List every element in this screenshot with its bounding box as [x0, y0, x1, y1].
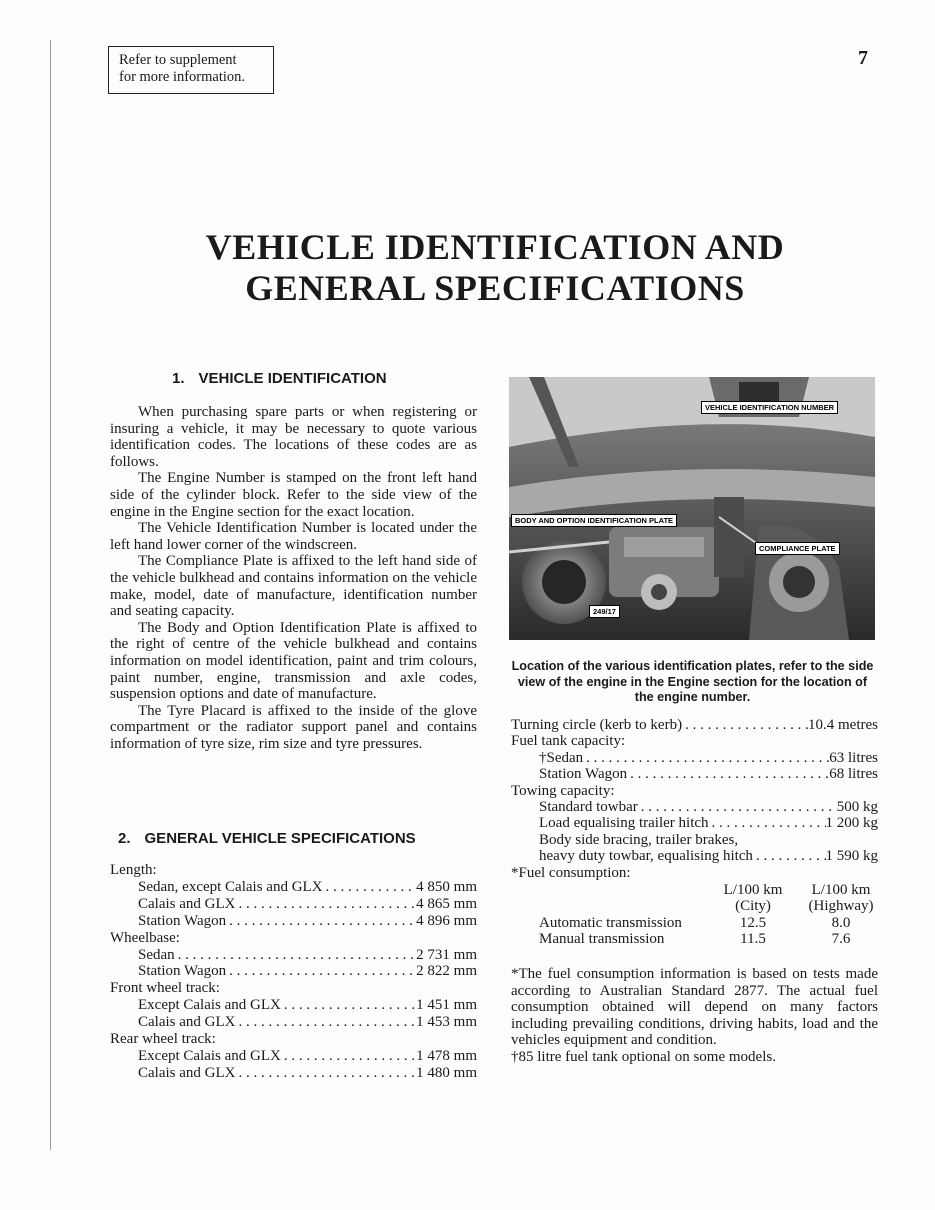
title-line-2: GENERAL SPECIFICATIONS	[245, 268, 745, 308]
highway-column-header: L/100 km	[811, 882, 871, 898]
compliance-plate-paragraph: The Compliance Plate is affixed to the left hand side of the vehicle bulkhead and contains information on the vehicle make, model, date of manufacture, identification number and seating capacity.	[110, 553, 477, 620]
leader-dots	[281, 1048, 416, 1065]
spec-group-label: Length:	[110, 862, 157, 878]
spec-group-label: Fuel tank capacity:	[511, 733, 626, 750]
supplement-line-2: for more information.	[119, 69, 246, 85]
highway-column-subheader: (Highway)	[808, 898, 874, 915]
spec-note-line: Body side bracing, trailer brakes,	[539, 831, 739, 848]
table-header-row	[511, 882, 878, 898]
spec-row	[110, 963, 477, 980]
spec-name: Calais and GLX	[138, 1014, 236, 1031]
photo-caption: Location of the various identification plates, refer to the side view of the engine in the Engine section for the location of the engine number.	[511, 659, 874, 704]
spec-row	[511, 766, 878, 782]
page-margin-line	[50, 40, 51, 1150]
spec-row	[511, 799, 878, 815]
section2-title: GENERAL VEHICLE SPECIFICATIONS	[144, 830, 416, 847]
leader-dots	[709, 815, 826, 831]
page-number: 7	[858, 47, 868, 69]
spec-name: Except Calais and GLX	[138, 997, 281, 1014]
spec-group-label: Rear wheel track:	[110, 1031, 216, 1048]
spec-row	[110, 1065, 477, 1082]
spec-value: 1 200 kg	[825, 815, 878, 832]
spec-row	[110, 1048, 477, 1065]
spec-row	[511, 717, 878, 733]
spec-row	[110, 997, 477, 1014]
spec-row	[110, 879, 477, 896]
section1-heading	[172, 370, 387, 387]
table-row	[511, 931, 878, 947]
supplement-line-1: Refer to supplement	[119, 52, 237, 68]
spec-name: Sedan, except Calais and GLX	[138, 878, 323, 895]
spec-row	[110, 947, 477, 964]
spec-name: Station Wagon	[138, 912, 227, 929]
spec-value: 10.4 metres	[808, 717, 878, 733]
photo-reference-number: 249/17	[589, 605, 620, 618]
leader-dots	[235, 1065, 416, 1082]
leader-dots	[753, 848, 826, 864]
city-value: 12.5	[739, 914, 767, 931]
spec-name: Except Calais and GLX	[138, 1047, 281, 1064]
spec-value: 1 453 mm	[416, 1014, 477, 1031]
footnotes	[511, 966, 878, 1066]
spec-name: Calais and GLX	[138, 1064, 236, 1081]
spec-value: 1 451 mm	[416, 997, 477, 1014]
page-title	[110, 227, 880, 309]
fuel-consumption-table	[511, 882, 878, 948]
spec-value: 2 822 mm	[416, 963, 477, 980]
engine-bay-illustration	[509, 377, 875, 640]
leader-dots	[323, 879, 417, 896]
spec-value: 500 kg	[836, 799, 878, 816]
spec-value: 1 478 mm	[416, 1047, 477, 1064]
spec-name: Calais and GLX	[138, 895, 236, 912]
leader-dots	[627, 766, 829, 782]
engine-bay-photo	[509, 377, 875, 640]
spec-name: Sedan	[138, 946, 175, 963]
engine-number-paragraph: The Engine Number is stamped on the front left hand side of the cylinder block. Refer to the side view of the engine in the Engine section for the exact location.	[110, 470, 477, 520]
general-specs-list	[511, 717, 878, 881]
city-value: 11.5	[740, 931, 766, 948]
fuel-tank-footnote: †85 litre fuel tank optional on some models.	[511, 1048, 776, 1065]
spec-group-label: Front wheel track:	[110, 980, 220, 997]
spec-value: 4 850 mm	[416, 878, 477, 895]
spec-row	[511, 815, 878, 831]
leader-dots	[226, 963, 416, 980]
table-row	[511, 915, 878, 931]
table-subheader-row	[511, 898, 878, 914]
spec-name: Load equalising trailer hitch	[539, 815, 709, 832]
leader-dots	[281, 997, 416, 1014]
leader-dots	[226, 913, 416, 930]
section1-title: VEHICLE IDENTIFICATION	[198, 370, 387, 387]
leader-dots	[583, 750, 829, 766]
supplement-note-box	[108, 46, 274, 94]
spec-row	[110, 913, 477, 930]
vehicle-dimensions-list	[110, 862, 477, 1082]
tyre-placard-paragraph: The Tyre Placard is affixed to the inside of the glove compartment or the radiator support panel and contains information of tyre size, rim size and tyre pressures.	[110, 702, 477, 752]
leader-dots	[235, 1014, 416, 1031]
spec-name: heavy duty towbar, equalising hitch	[539, 848, 753, 865]
spec-row	[511, 848, 878, 864]
intro-paragraph: When purchasing spare parts or when registering or insuring a vehicle, it may be necessary to quote various identification codes. The locations of these codes are as follows.	[110, 404, 477, 470]
spec-value: 1 480 mm	[416, 1064, 477, 1081]
vin-location-label: VEHICLE IDENTIFICATION NUMBER	[701, 401, 838, 414]
spec-name: Standard towbar	[539, 799, 638, 816]
section1-number: 1.	[172, 370, 185, 387]
spec-value: 4 896 mm	[416, 912, 477, 929]
title-line-1: VEHICLE IDENTIFICATION AND	[205, 227, 785, 267]
vin-paragraph: The Vehicle Identification Number is located under the left hand lower corner of the windscreen.	[110, 520, 477, 553]
spec-name: †Sedan	[539, 749, 584, 766]
spec-row	[110, 896, 477, 913]
transmission-name: Manual transmission	[539, 931, 665, 948]
fuel-consumption-footnote: *The fuel consumption information is based on tests made according to Australian Standard 2877. The actual fuel consumption obtained will depend on many factors including prevailing conditions, driving habits, load and the vehicles equipment and condition.	[511, 966, 878, 1049]
spec-value: 2 731 mm	[416, 946, 477, 963]
city-column-header: L/100 km	[723, 882, 783, 898]
highway-value: 8.0	[831, 914, 851, 931]
leader-dots	[175, 947, 416, 964]
leader-dots	[638, 799, 837, 815]
section2-number: 2.	[118, 830, 131, 847]
section2-heading	[118, 830, 416, 847]
spec-value: 1 590 kg	[825, 848, 878, 865]
spec-value: 4 865 mm	[416, 895, 477, 912]
spec-group-label: *Fuel consumption:	[511, 864, 631, 881]
compliance-plate-label: COMPLIANCE PLATE	[755, 542, 840, 555]
spec-name: Turning circle (kerb to kerb)	[511, 717, 683, 733]
body-option-plate-label: BODY AND OPTION IDENTIFICATION PLATE	[511, 514, 677, 527]
leader-dots	[682, 717, 808, 733]
spec-value: 63 litres	[829, 749, 878, 766]
highway-value: 7.6	[831, 931, 851, 948]
city-column-subheader: (City)	[735, 898, 771, 915]
spec-name: Station Wagon	[138, 963, 227, 980]
leader-dots	[235, 896, 416, 913]
section1-body	[110, 404, 477, 752]
spec-group-label: Towing capacity:	[511, 782, 615, 799]
spec-row	[511, 750, 878, 766]
body-option-plate-paragraph: The Body and Option Identification Plate is affixed to the right of centre of the vehicle bulkhead and contains information on model identification, paint and trim colours, paint number, engine, transmission and axle codes, suspension options and date of manufacture.	[110, 619, 477, 703]
spec-row	[110, 1014, 477, 1031]
transmission-name: Automatic transmission	[539, 914, 682, 931]
spec-name: Station Wagon	[539, 766, 628, 783]
spec-group-label: Wheelbase:	[110, 929, 180, 946]
spec-value: 68 litres	[829, 766, 878, 783]
